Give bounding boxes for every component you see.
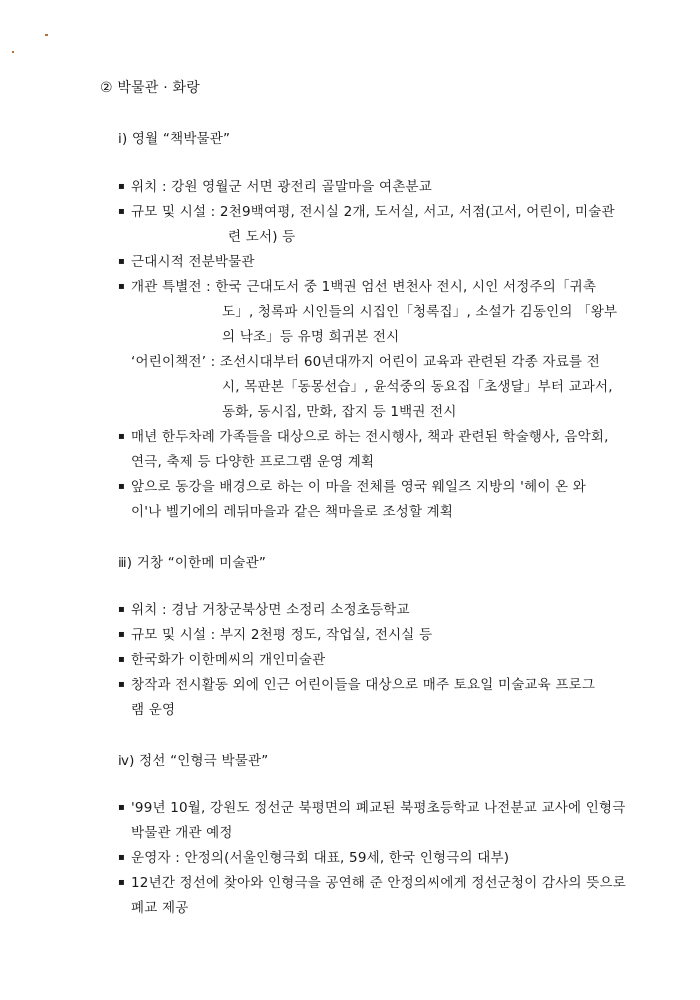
list-item-continuation: 연극, 축제 등 다양한 프로그램 운영 계획 — [131, 454, 375, 470]
list-item-continuation: 의 낙조」등 유명 희귀본 전시 — [222, 329, 400, 345]
list-item: 12년간 정선에 찾아와 인형극을 공연해 준 안정의씨에게 정선군청이 감사의 뜻으로 — [131, 875, 626, 891]
bullet-icon: ▪ — [118, 206, 125, 217]
subsection-heading: ⅰ) 영월 “책박물관” — [118, 131, 231, 147]
bullet-icon: ▪ — [118, 877, 125, 888]
list-item: 앞으로 동강을 배경으로 하는 이 마을 전체를 영국 웨일즈 지방의 '헤이 온 와 — [131, 479, 587, 495]
subsection-heading: ⅲ) 거창 “이한메 미술관” — [118, 555, 267, 571]
list-item: '99년 10월, 강원도 정선군 북평면의 폐교된 북평초등학교 나전분교 교사에 인형극 — [131, 800, 626, 816]
list-item: 한국화가 이한메씨의 개인미술관 — [131, 652, 326, 668]
bullet-icon: ▪ — [118, 604, 125, 615]
list-item: 규모 및 시설 : 2천9백여평, 전시실 2개, 도서실, 서고, 서점(고서, 어린이, 미술관 — [131, 204, 615, 220]
bullet-icon: ▪ — [118, 431, 125, 442]
list-item: 근대시적 전분박물관 — [131, 254, 255, 270]
list-item: 위치 : 경남 거창군북상면 소정리 소정초등학교 — [131, 602, 410, 618]
bullet-icon: ▪ — [118, 281, 125, 292]
bullet-icon: ▪ — [118, 629, 125, 640]
list-item: 매년 한두차례 가족들을 대상으로 하는 전시행사, 책과 관련된 학술행사, 음악회, — [131, 429, 609, 445]
list-item-continuation: 폐교 제공 — [131, 900, 189, 916]
bullet-icon: ▪ — [118, 256, 125, 267]
list-item-continuation: 도」, 청록파 시인들의 시집인「청록집」, 소설가 김동인의 「왕부 — [222, 304, 618, 320]
bullet-icon: ▪ — [118, 481, 125, 492]
scan-speck — [45, 34, 48, 36]
section-title: ② 박물관 · 화랑 — [100, 80, 200, 96]
list-item-continuation: 시, 목판본「동몽선습」, 윤석중의 동요집「초생달」부터 교과서, — [222, 379, 613, 395]
list-item: ‘어린이책전’ : 조선시대부터 60년대까지 어린이 교육과 관련된 각종 자료를 전 — [131, 354, 600, 370]
bullet-icon: ▪ — [118, 654, 125, 665]
bullet-icon: ▪ — [118, 852, 125, 863]
list-item: 규모 및 시설 : 부지 2천평 정도, 작업실, 전시실 등 — [131, 627, 433, 643]
list-item-continuation: 박물관 개관 예정 — [131, 825, 233, 841]
list-item: 운영자 : 안정의(서울인형극회 대표, 59세, 한국 인형극의 대부) — [131, 850, 510, 866]
bullet-icon: ▪ — [118, 802, 125, 813]
list-item-continuation: 램 운영 — [131, 702, 176, 718]
list-item-continuation: 이'나 벨기에의 레뒤마을과 같은 책마을로 조성할 계획 — [131, 504, 454, 520]
list-item: 창작과 전시활동 외에 인근 어린이들을 대상으로 매주 토요일 미술교육 프로그 — [131, 677, 596, 693]
list-item: 개관 특별전 : 한국 근대도서 중 1백권 엄선 변천사 전시, 시인 서정주의「귀촉 — [131, 279, 597, 295]
list-item-continuation: 련 도서) 등 — [228, 229, 296, 245]
list-item-continuation: 동화, 동시집, 만화, 잡지 등 1백권 전시 — [222, 404, 457, 420]
bullet-icon: ▪ — [118, 679, 125, 690]
subsection-heading: ⅳ) 정선 “인형극 박물관” — [118, 753, 269, 769]
list-item: 위치 : 강원 영월군 서면 광전리 골말마을 여촌분교 — [131, 179, 433, 195]
scan-speck — [12, 51, 14, 53]
bullet-icon: ▪ — [118, 181, 125, 192]
